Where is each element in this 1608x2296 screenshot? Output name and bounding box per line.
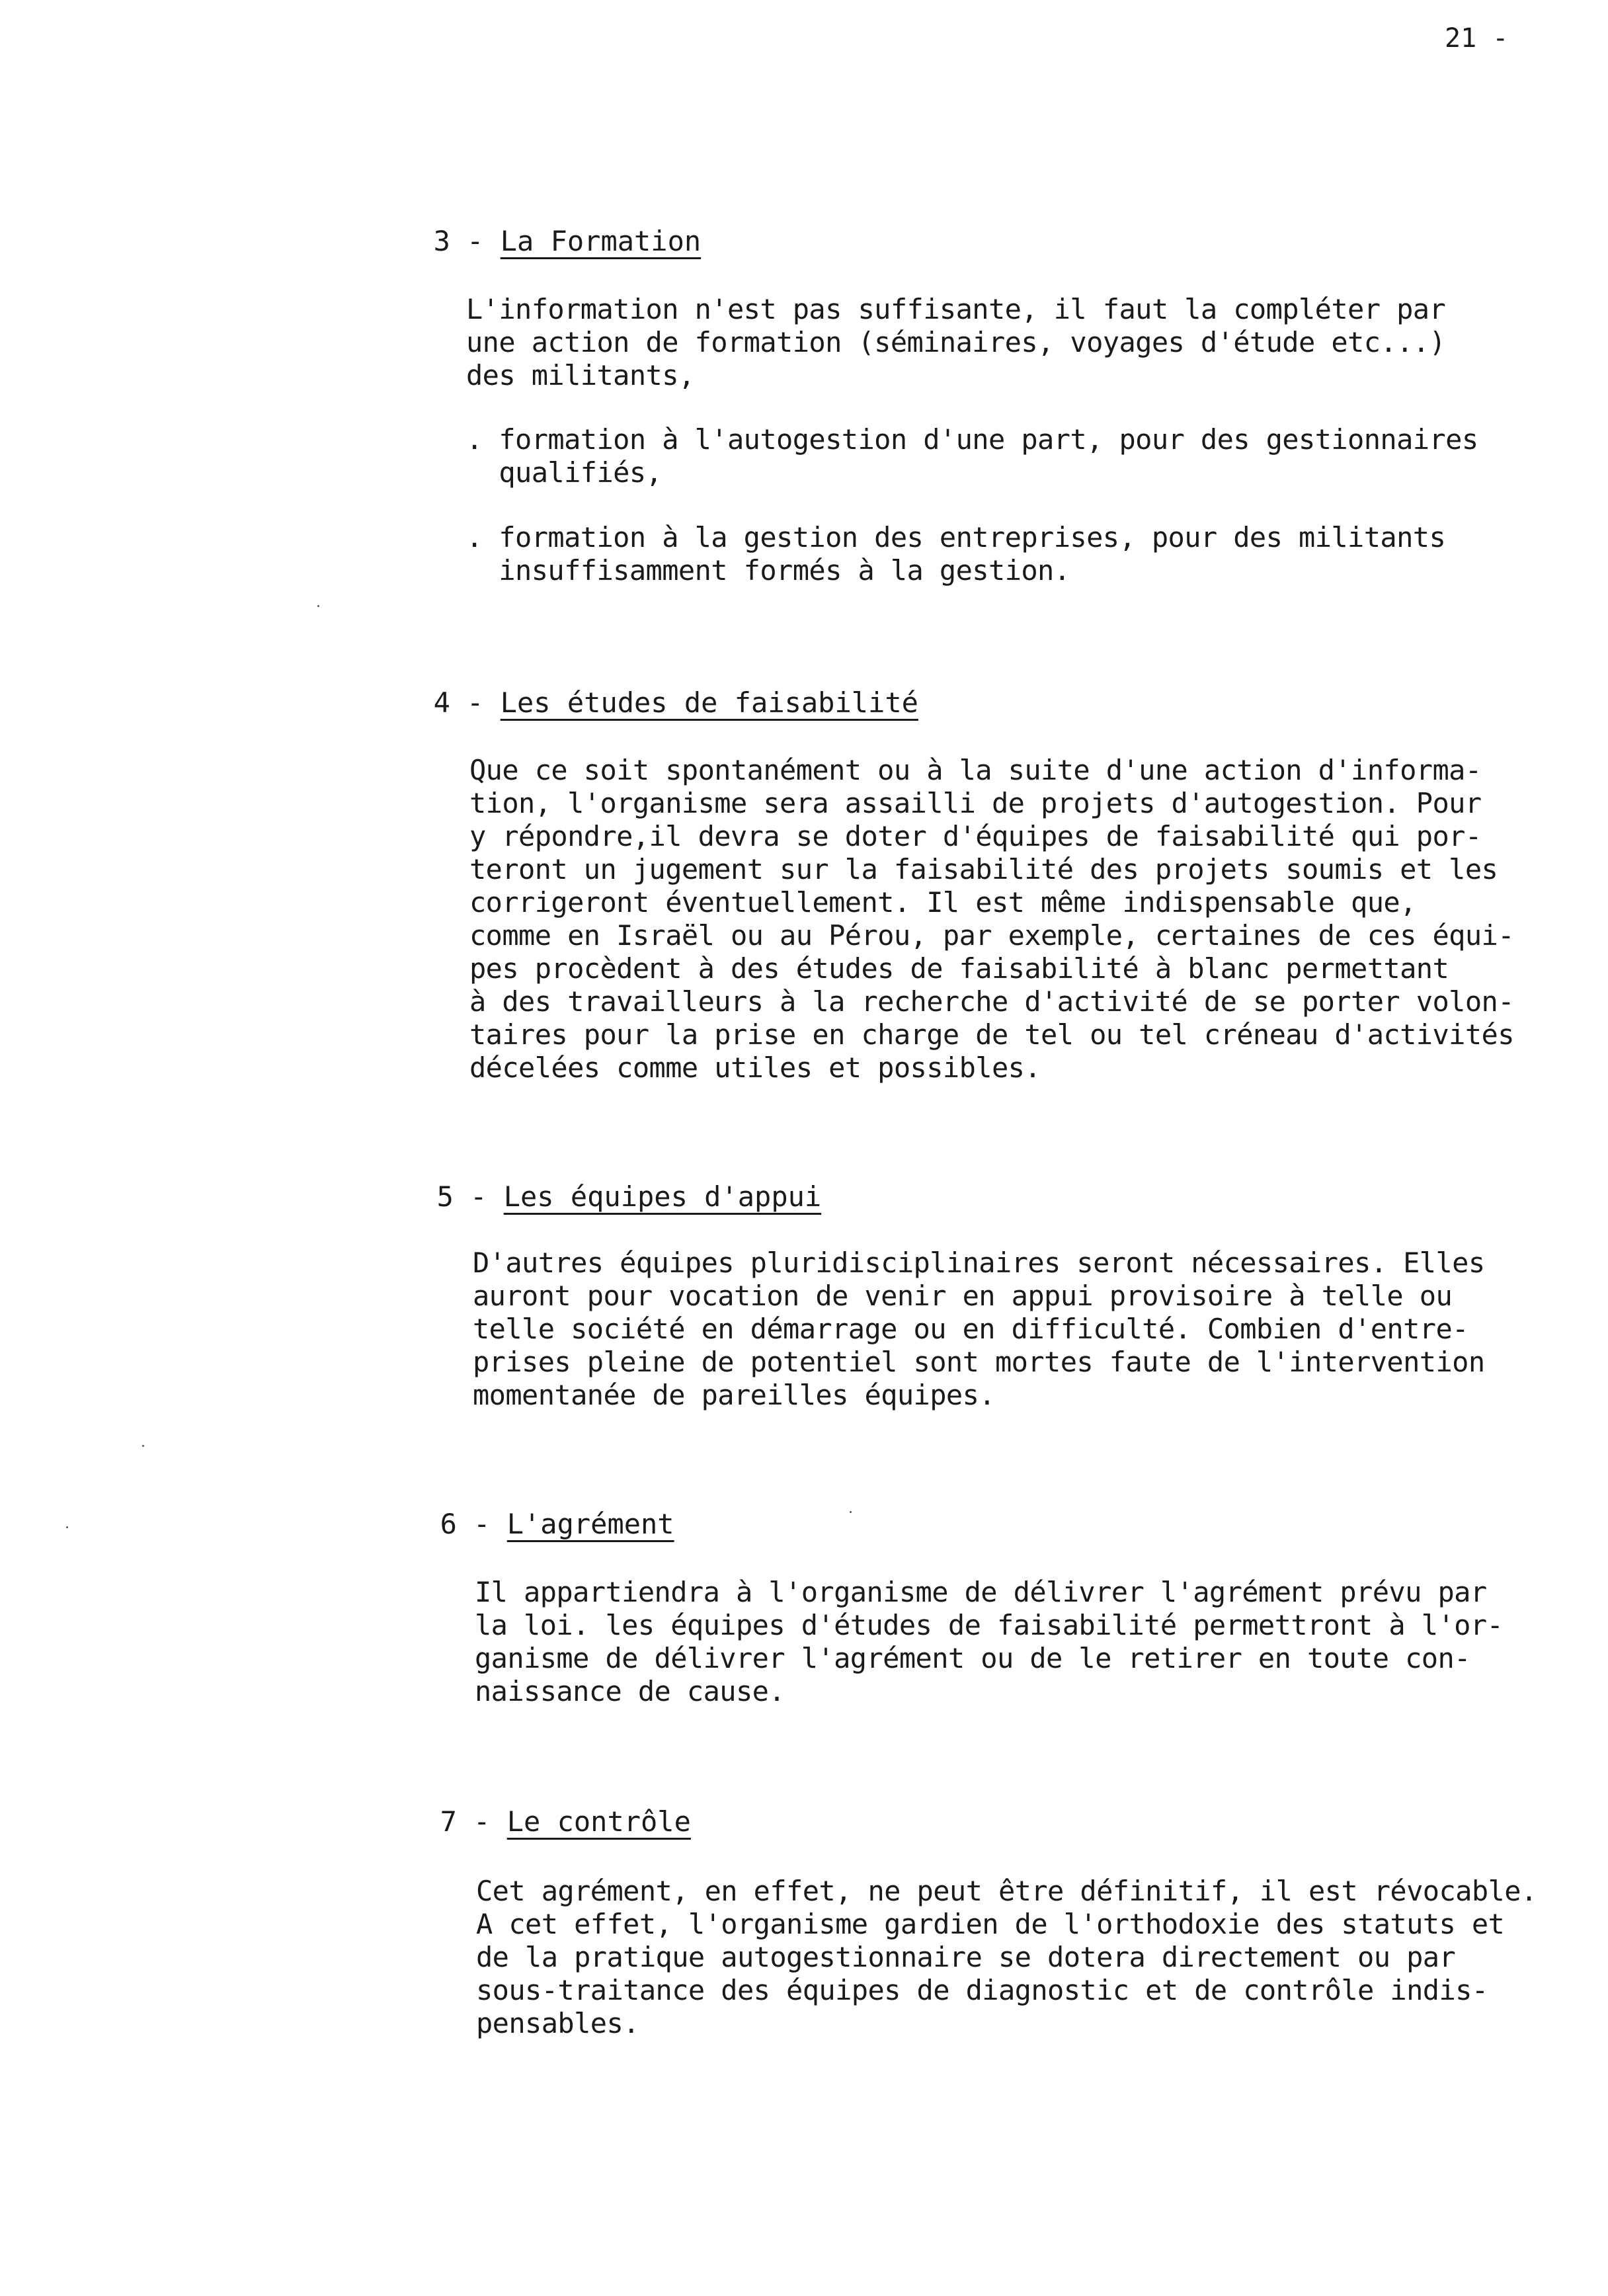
text-line: décelées comme utiles et possibles. (469, 1051, 1041, 1084)
text-line: telle société en démarrage ou en difficulté. Combien d'entre- (473, 1313, 1468, 1345)
page-number: 21 - (1445, 23, 1509, 54)
text-line: prises pleine de potentiel sont mortes faute de l'intervention (473, 1346, 1485, 1378)
text-line: comme en Israël ou au Pérou, par exemple, certaines de ces équi- (469, 919, 1514, 952)
scan-speck (66, 1526, 68, 1528)
paragraph-equipes-appui (473, 1247, 1485, 1412)
text-line: des militants, (466, 359, 695, 391)
text-line: une action de formation (séminaires, voyages d'étude etc...) (466, 326, 1446, 358)
text-line: Cet agrément, en effet, ne peut être définitif, il est révocable. (476, 1875, 1537, 1907)
section-title: Les équipes d'appui (503, 1180, 822, 1213)
text-line: taires pour la prise en charge de tel ou tel créneau d'activités (469, 1018, 1514, 1051)
section-number: 5 - (436, 1180, 504, 1213)
section-heading-6 (407, 1475, 674, 1541)
text-line: y répondre,il devra se doter d'équipes de faisabilité qui por- (469, 820, 1482, 852)
text-line: Que ce soit spontanément ou à la suite d'une action d'informa- (469, 754, 1482, 786)
section-title: Le contrôle (506, 1805, 691, 1838)
paragraph-formation (466, 293, 1445, 392)
text-line: à des travailleurs à la recherche d'activité de se porter volon- (469, 985, 1514, 1018)
text-line: A cet effet, l'organisme gardien de l'orthodoxie des statuts et (476, 1908, 1505, 1940)
text-line: . formation à la gestion des entreprises, pour des militants (466, 521, 1446, 554)
text-line: sous-traitance des équipes de diagnostic et de contrôle indis- (476, 1974, 1488, 2006)
text-line: la loi. les équipes d'études de faisabilité permettront à l'or- (475, 1609, 1504, 1641)
section-heading-7 (407, 1772, 691, 1838)
bullet-item (466, 423, 1478, 489)
text-line: teront un jugement sur la faisabilité des projets soumis et les (469, 853, 1498, 885)
scan-speck (317, 605, 319, 607)
text-line: corrigeront éventuellement. Il est même indispensable que, (469, 886, 1416, 919)
text-line: naissance de cause. (475, 1675, 785, 1707)
text-line: pensables. (476, 2007, 639, 2039)
text-line: pes procèdent à des études de faisabilité à blanc permettant (469, 952, 1449, 985)
section-number: 6 - (440, 1508, 507, 1540)
text-line: ganisme de délivrer l'agrément ou de le retirer en toute con- (475, 1642, 1470, 1674)
text-line: de la pratique autogestionnaire se dotera directement ou par (476, 1941, 1456, 1973)
section-title: L'agrément (506, 1508, 674, 1540)
section-number: 4 - (433, 686, 501, 719)
scan-speck (142, 1445, 144, 1447)
section-title: La Formation (500, 225, 702, 257)
text-line: momentanée de pareilles équipes. (473, 1379, 995, 1411)
text-line: D'autres équipes pluridisciplinaires seront nécessaires. Elles (473, 1247, 1485, 1279)
bullet-item (466, 521, 1445, 587)
section-heading-3 (400, 192, 701, 258)
text-line: . formation à l'autogestion d'une part, pour des gestionnaires (466, 423, 1478, 456)
text-line: Il appartiendra à l'organisme de délivrer l'agrément prévu par (475, 1576, 1487, 1608)
paragraph-controle (476, 1875, 1537, 2040)
section-heading-4 (400, 653, 918, 719)
text-line: L'information n'est pas suffisante, il faut la compléter par (466, 293, 1446, 325)
text-line: auront pour vocation de venir en appui provisoire à telle ou (473, 1280, 1453, 1312)
text-line: tion, l'organisme sera assailli de projets d'autogestion. Pour (469, 787, 1482, 819)
text-line: insuffisamment formés à la gestion. (466, 554, 1070, 587)
paragraph-agrement (475, 1576, 1503, 1708)
section-title: Les études de faisabilité (500, 686, 918, 719)
text-line: qualifiés, (466, 456, 663, 489)
section-number: 3 - (433, 225, 501, 257)
paragraph-faisabilite (469, 754, 1514, 1085)
scan-speck (850, 1511, 852, 1513)
section-heading-5 (403, 1147, 821, 1213)
section-number: 7 - (440, 1805, 507, 1838)
